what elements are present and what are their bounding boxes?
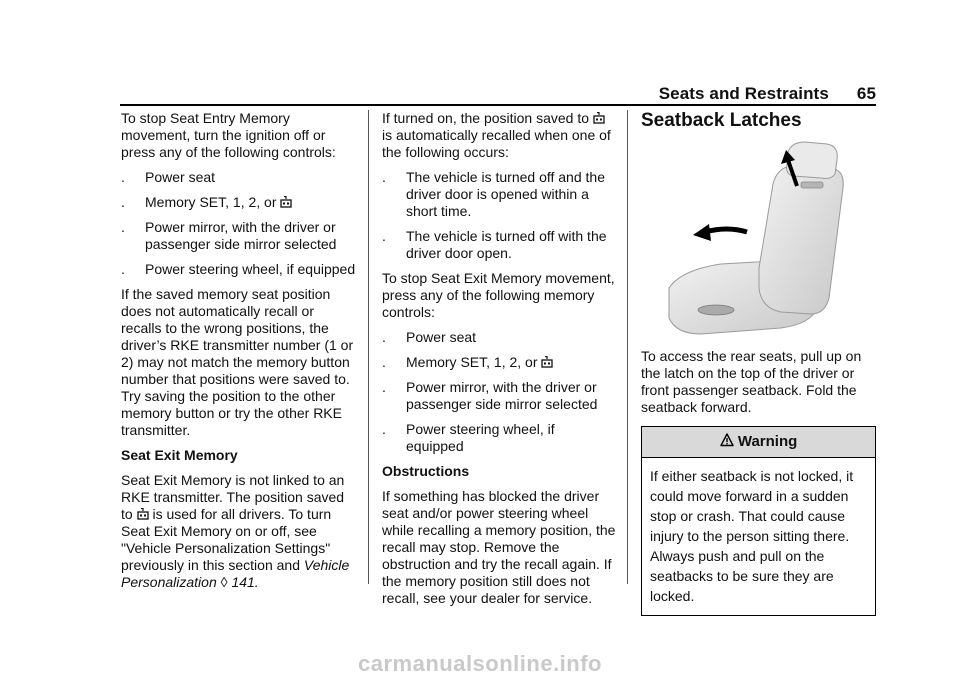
list-item: . Power mirror, with the driver or passenger side mirror selected <box>382 379 598 412</box>
memory-button-icon <box>137 508 149 520</box>
warning-box <box>641 426 876 616</box>
list-item: . Memory SET, 1, 2, or <box>382 354 616 371</box>
intro-paragraph: To stop Seat Entry Memory movement, turn the ignition off or press any of the following controls: <box>121 110 336 160</box>
body-paragraph: If the saved memory seat position does not automatically recall or recalls to the wrong positions, the driver’s RKE transmitter number (1 or 2) may not match the memory button number that positions were saved to. Try saving the position to the other memory button or try the other RKE transmitter. <box>121 286 354 438</box>
header-rule <box>120 104 876 106</box>
list-item: . The vehicle is turned off with the driver door open. <box>382 228 607 261</box>
column-1 <box>121 110 357 599</box>
cross-reference-page[interactable]: 141. <box>231 574 259 590</box>
list-item: . Power mirror, with the driver or passenger side mirror selected <box>121 219 337 252</box>
list-item: . Power steering wheel, if equipped <box>382 421 555 454</box>
list-item: . Power steering wheel, if equipped <box>121 261 356 277</box>
list-item: . Power seat <box>121 169 216 185</box>
list-item: . The vehicle is turned off and the driver door is opened within a short time. <box>382 169 605 219</box>
column-divider <box>368 110 369 584</box>
column-2 <box>382 110 616 615</box>
subheading: Obstructions <box>382 463 470 479</box>
section-heading: Seatback Latches <box>641 110 802 131</box>
body-paragraph: If something has blocked the driver seat and/or power steering wheel while recalling a memory position, the recall may stop. Remove the obstruction and try the recall again. If the memory position still does not recall, see your dealer for service. <box>382 488 616 606</box>
warning-title: Warning <box>737 433 798 450</box>
memory-button-icon <box>541 356 553 368</box>
column-divider <box>627 110 628 584</box>
body-paragraph: Seat Exit Memory is not linked to an RKE transmitter. The position saved to is used for all drivers. To turn Seat Exit Memory on or off, see "Vehicle Personalization Settings" previously in this section and Vehicle Personalization ◊ 141. <box>121 472 350 590</box>
warning-text: If either seatback is not locked, it could move forward in a sudden stop or crash. That could cause injury to the person sitting there. Always push and pull on the seatbacks to be sure they are locked. <box>650 468 854 604</box>
warning-icon <box>720 433 734 447</box>
body-paragraph: To access the rear seats, pull up on the latch on the top of the driver or front passenger seatback. Fold the seatback forward. <box>641 348 862 415</box>
reference-symbol: ◊ <box>220 574 228 590</box>
column-3 <box>641 110 876 616</box>
warning-header <box>642 427 875 458</box>
memory-button-icon <box>280 196 292 208</box>
list-item: . Memory SET, 1, 2, or <box>121 194 357 211</box>
memory-button-icon <box>593 112 605 124</box>
page-number: 65 <box>856 84 876 103</box>
subheading: Seat Exit Memory <box>121 447 238 463</box>
cross-reference-title[interactable]: Vehicle Personalization <box>121 557 350 590</box>
seat-illustration <box>641 138 876 338</box>
body-paragraph: If turned on, the position saved to is automatically recalled when one of the following occurs: <box>382 110 611 160</box>
body-paragraph: To stop Seat Exit Memory movement, press any of the following memory controls: <box>382 270 615 320</box>
section-title: Seats and Restraints <box>658 84 829 103</box>
page-header <box>0 84 876 104</box>
list-item: . Power seat <box>382 329 477 345</box>
watermark: carmanualsonline.info <box>358 651 602 676</box>
